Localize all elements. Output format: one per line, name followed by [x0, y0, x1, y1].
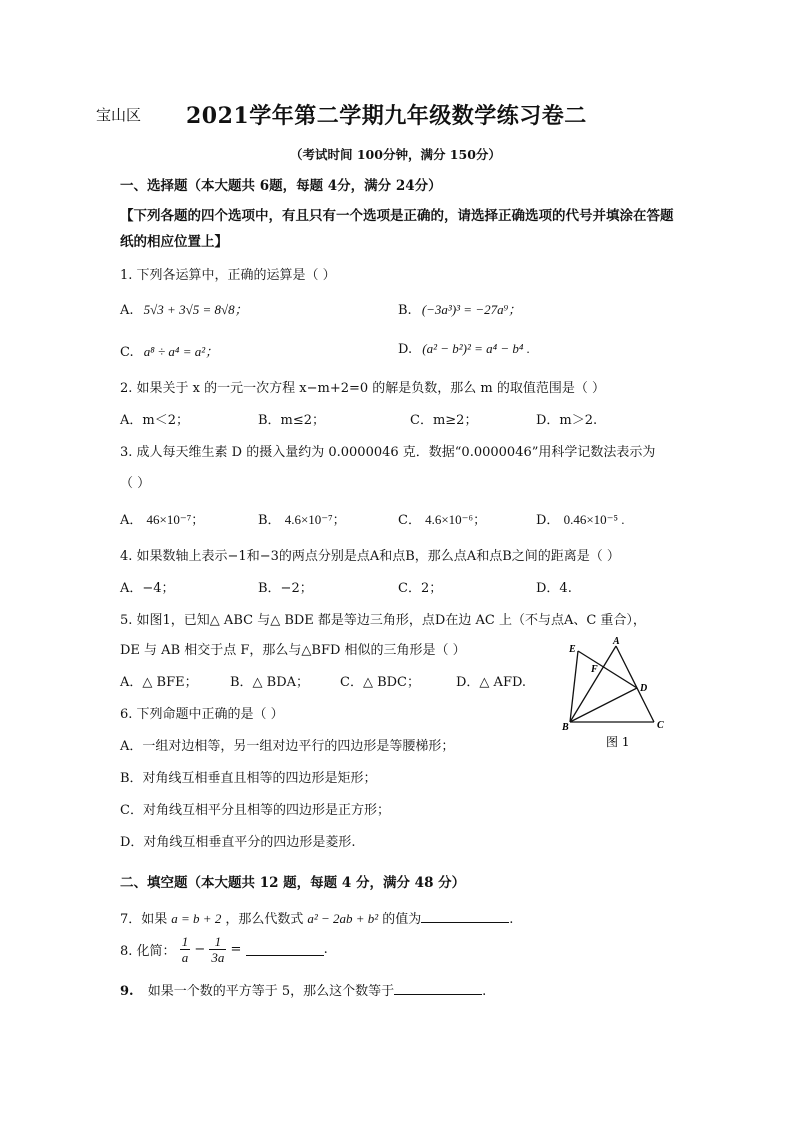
- edge-ac: [616, 646, 654, 722]
- q3-d-label: D．: [536, 513, 560, 528]
- q8-frac1-denominator: a: [181, 950, 189, 965]
- q7-expression: a² − 2ab + b²: [307, 911, 379, 926]
- q2-stem: 2. 如果关于 x 的一元一次方程 x−m+2=0 的解是负数，那么 m 的取值范围是（ ）: [120, 381, 605, 396]
- q1-option-c: [120, 341, 218, 360]
- q3-option-d: [536, 509, 625, 528]
- q9-end: .: [482, 984, 487, 999]
- q9: [120, 980, 486, 999]
- q1-stem: 1. 下列各运算中，正确的运算是（ ）: [120, 268, 336, 283]
- q7: [120, 908, 513, 927]
- q7-condition: a = b + 2: [171, 911, 222, 926]
- q8-prefix: 8. 化简：: [120, 944, 176, 959]
- q3-option-c: [398, 509, 486, 528]
- q8-minus: −: [194, 942, 206, 957]
- q1-option-d: [398, 341, 530, 357]
- q3-b-expr: 4.6×10⁻⁷；: [284, 512, 346, 527]
- q6-option-d: D．对角线互相垂直平分的四边形是菱形.: [120, 835, 356, 850]
- q1-a-expr: 5√3 + 3√5 = 8√8；: [143, 302, 248, 317]
- q5-option-d: D．△ AFD.: [456, 675, 527, 690]
- q7-mid: ，那么代数式: [225, 912, 304, 927]
- q1-c-expr: a⁸ ÷ a⁴ = a²；: [143, 344, 219, 359]
- fig-label-b: B: [562, 722, 569, 733]
- q9-answer-blank[interactable]: [394, 982, 482, 995]
- q3-a-label: A．: [120, 513, 143, 528]
- q5-option-b: B．△ BDA；: [230, 675, 310, 690]
- q6-option-c: C．对角线互相平分且相等的四边形是正方形；: [120, 803, 390, 818]
- q2-option-b: B．m≤2；: [258, 413, 326, 428]
- q8: [120, 934, 328, 965]
- q5-stem-line2: DE 与 AB 相交于点 F，那么与△BFD 相似的三角形是（ ）: [120, 643, 466, 658]
- q9-number: 9.: [120, 984, 134, 999]
- q2-option-a: A．m＜2；: [120, 413, 189, 428]
- q3-stem-line1: 3. 成人每天维生素 D 的摄入量约为 0.0000046 克．数据“0.0000046”用科学记数法表示为: [120, 445, 656, 460]
- fig-label-f: F: [591, 664, 598, 675]
- q7-end: .: [509, 912, 514, 927]
- exam-info: （考试时间 100分钟，满分 150分）: [290, 147, 501, 162]
- q3-d-expr: 0.46×10⁻⁵ .: [563, 512, 625, 527]
- q1-option-a: [120, 299, 248, 318]
- q8-frac1-numerator: 1: [181, 934, 189, 949]
- q7-answer-blank[interactable]: [421, 910, 509, 923]
- q8-fraction-2: [209, 934, 226, 965]
- fig-label-e: E: [569, 644, 576, 655]
- q7-prefix: 7．如果: [120, 912, 168, 927]
- q6-option-b: B．对角线互相垂直且相等的四边形是矩形；: [120, 771, 377, 786]
- section1-heading: 一、选择题（本大题共 6题，每题 4分，满分 24分）: [120, 178, 442, 194]
- q3-b-label: B．: [258, 513, 281, 528]
- figure-1-diagram: [558, 636, 678, 758]
- q3-stem-line2: （ ）: [120, 476, 151, 491]
- q3-a-expr: 46×10⁻⁷；: [146, 512, 205, 527]
- fig-label-d: D: [640, 683, 648, 694]
- page-title: 2021学年第二学期九年级数学练习卷二: [186, 103, 587, 129]
- q7-suffix: 的值为: [382, 912, 422, 927]
- q3-option-b: [258, 509, 346, 528]
- q4-option-c: C．2；: [398, 581, 443, 596]
- district-label: 宝山区: [96, 106, 142, 124]
- q4-option-b: B．−2；: [258, 581, 313, 596]
- q1-d-label: D.: [398, 342, 413, 357]
- q6-stem: 6. 下列命题中正确的是（ ）: [120, 707, 284, 722]
- q5-stem-line1: 5. 如图1，已知△ ABC 与△ BDE 都是等边三角形，点D在边 AC 上（不与点A、C 重合），: [120, 613, 646, 628]
- q8-equals: =: [230, 942, 242, 957]
- q3-c-label: C．: [398, 513, 421, 528]
- q5-option-a: A．△ BFE；: [120, 675, 198, 690]
- q6-option-a: A．一组对边相等，另一组对边平行的四边形是等腰梯形；: [120, 739, 455, 754]
- q4-option-a: A．−4；: [120, 581, 175, 596]
- q1-c-label: C.: [120, 345, 134, 360]
- q9-text: 如果一个数的平方等于 5，那么这个数等于: [147, 984, 395, 999]
- q3-c-expr: 4.6×10⁻⁶；: [425, 512, 487, 527]
- q8-answer-blank[interactable]: [246, 943, 324, 956]
- q2-option-d: D．m＞2.: [536, 413, 598, 428]
- q4-option-d: D．4.: [536, 581, 572, 596]
- q1-d-expr: (a² − b²)² = a⁴ − b⁴ .: [422, 341, 530, 356]
- q4-stem: 4. 如果数轴上表示−1和−3的两点分别是点A和点B，那么点A和点B之间的距离是（ ）: [120, 549, 620, 564]
- section1-instruction-line2: 纸的相应位置上】: [120, 234, 228, 250]
- fig-label-c: C: [657, 720, 664, 731]
- q1-a-label: A.: [120, 303, 134, 318]
- fig-label-a: A: [613, 636, 620, 647]
- q3-option-a: [120, 509, 204, 528]
- section1-instruction-line1: 【下列各题的四个选项中，有且只有一个选项是正确的，请选择正确选项的代号并填涂在答题: [120, 208, 674, 224]
- section2-heading: 二、填空题（本大题共 12 题，每题 4 分，满分 48 分）: [120, 875, 466, 891]
- q8-frac2-numerator: 1: [209, 934, 226, 950]
- figure-1-caption: 图 1: [606, 735, 630, 749]
- q1-option-b: [398, 299, 521, 318]
- q8-end: .: [323, 942, 328, 957]
- q8-fraction-1: [180, 934, 191, 965]
- q1-b-label: B.: [398, 303, 412, 318]
- q5-option-c: C．△ BDC；: [340, 675, 420, 690]
- q8-frac2-denominator: 3a: [211, 950, 225, 965]
- q1-b-expr: (−3a³)³ = −27a⁹；: [421, 302, 522, 317]
- q2-option-c: C．m≥2；: [410, 413, 478, 428]
